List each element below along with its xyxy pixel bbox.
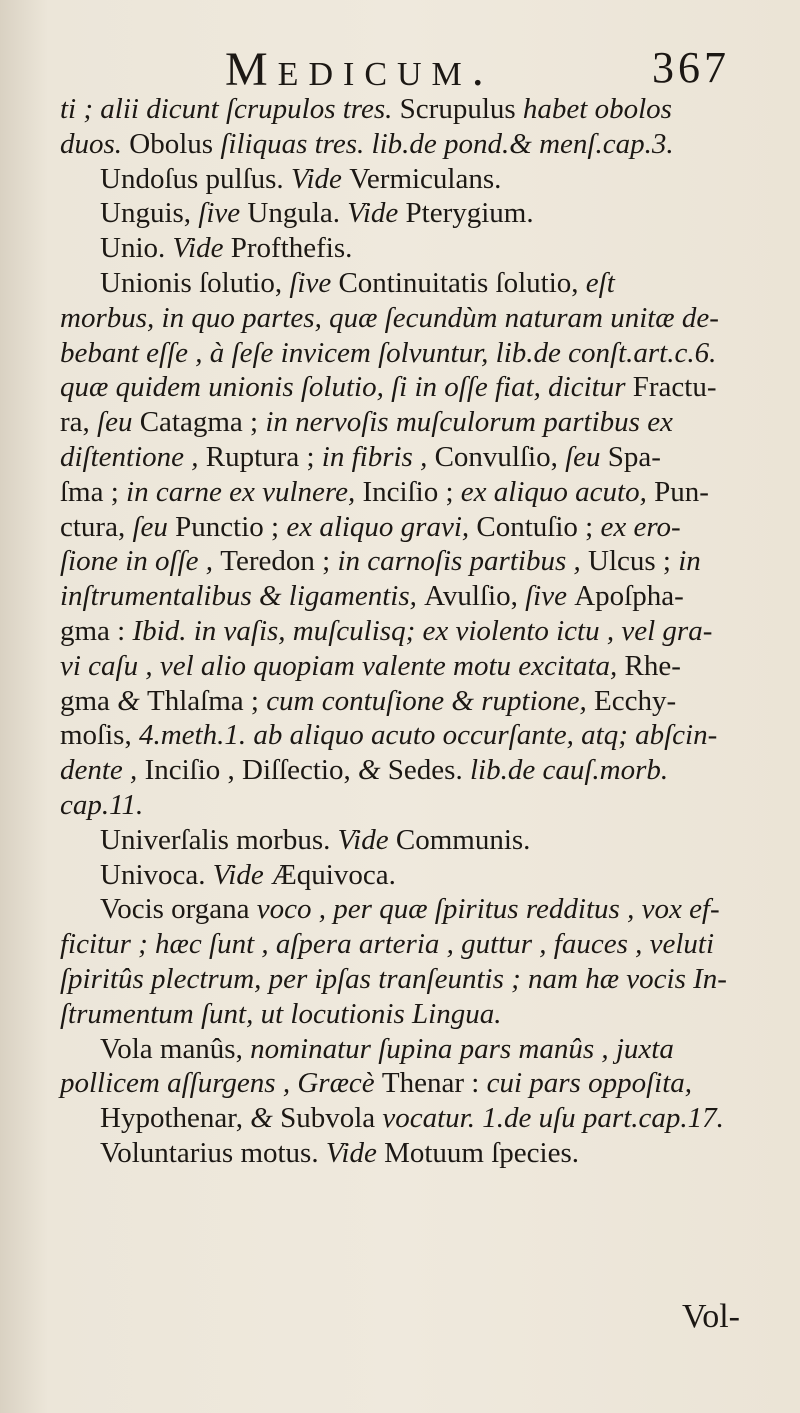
italic-text: in carne ex vulnere, xyxy=(126,475,363,508)
text-line xyxy=(60,1101,780,1136)
italic-text: morbus, in quo partes, quæ ſecundùm naturam unitæ de- xyxy=(60,301,719,334)
roman-text: Communis. xyxy=(395,823,531,856)
text-line xyxy=(60,92,780,127)
text-line xyxy=(60,336,780,371)
text-line xyxy=(60,1136,780,1171)
roman-text: Catagma ; xyxy=(139,406,266,439)
italic-text: ſive xyxy=(525,580,575,613)
roman-text: Pterygium. xyxy=(405,197,534,230)
roman-text: Undoſus pulſus. xyxy=(100,162,291,195)
text-line xyxy=(60,266,780,301)
text-line xyxy=(60,440,780,475)
text-line xyxy=(60,892,780,927)
text-line xyxy=(60,962,780,997)
roman-text: Ecchy- xyxy=(594,684,677,717)
italic-text: Vide xyxy=(325,1136,385,1169)
roman-text: Obolus xyxy=(129,127,221,160)
roman-text: Sedes. xyxy=(387,754,470,787)
italic-text: duos. xyxy=(60,127,130,160)
text-line xyxy=(60,927,780,962)
running-head: Medicum. xyxy=(225,43,494,96)
text-line xyxy=(60,475,780,510)
italic-text: in xyxy=(678,545,701,578)
italic-text: vocatur. 1.de uſu part.cap.17. xyxy=(382,1102,724,1135)
italic-text: ſpiritûs plectrum, per ipſas tranſeuntis ; nam hæ vocis In- xyxy=(60,962,727,995)
text-line xyxy=(60,405,780,440)
italic-text: ſeu xyxy=(132,510,176,543)
roman-text: Æquivoca. xyxy=(271,858,396,891)
roman-text: Pun- xyxy=(654,475,709,508)
italic-text: 4.meth.1. ab aliquo acuto occurſante, atq; abſcin- xyxy=(138,719,718,752)
roman-text: gma xyxy=(60,684,118,717)
roman-text: Unguis, xyxy=(100,197,199,230)
italic-text: voco , per quæ ſpiritus redditus , vox ef- xyxy=(256,893,720,926)
roman-text: Voluntarius motus. xyxy=(100,1136,326,1169)
roman-text: Ungula. xyxy=(247,197,348,230)
italic-text: inſtrumentalibus & ligamentis, xyxy=(60,580,425,613)
italic-text: & xyxy=(357,754,388,787)
italic-text: in nervoſis muſculorum partibus ex xyxy=(265,406,673,439)
italic-text: cum contuſione & ruptione, xyxy=(266,684,594,717)
italic-text: ex aliquo acuto, xyxy=(460,475,655,508)
roman-text: Unionis ſolutio, xyxy=(100,266,290,299)
text-line xyxy=(60,614,780,649)
page-number: 367 xyxy=(652,43,730,92)
roman-text: Fractu- xyxy=(632,371,717,404)
text-line xyxy=(60,823,780,858)
roman-text: moſis, xyxy=(60,719,139,752)
roman-text: ctura, xyxy=(60,510,133,543)
italic-text: vi caſu , vel alio quopiam valente motu excitata, xyxy=(60,649,625,682)
text-line xyxy=(60,370,780,405)
roman-text: Teredon ; xyxy=(220,545,338,578)
roman-text: Thlaſma ; xyxy=(147,684,267,717)
italic-text: Vide xyxy=(347,197,406,230)
roman-text: Spa- xyxy=(607,440,661,473)
page-header xyxy=(200,38,760,98)
italic-text: ſiliquas tres. lib.de pond.& menſ.cap.3. xyxy=(220,127,674,160)
roman-text: ra, xyxy=(60,406,98,439)
roman-text: Scrupulus xyxy=(399,93,523,125)
italic-text: ficitur ; hæc ſunt , aſpera arteria , guttur , fauces , veluti xyxy=(60,928,715,961)
text-line xyxy=(60,196,780,231)
text-line xyxy=(60,544,780,579)
italic-text: ex ero- xyxy=(600,510,681,543)
italic-text: & xyxy=(117,684,147,717)
italic-text: alii dicunt ſcrupulos tres. xyxy=(100,93,400,125)
italic-text: in fibris , xyxy=(321,440,435,473)
text-line xyxy=(60,127,780,162)
roman-text: Vola manûs, xyxy=(100,1032,251,1065)
italic-text: ſione in oſſe , xyxy=(60,545,221,578)
roman-text: Ruptura ; xyxy=(205,440,322,473)
italic-text: quæ quidem unionis ſolutio, ſi in oſſe fiat, dicitur xyxy=(60,371,633,404)
text-line xyxy=(60,1032,780,1067)
italic-text: nominatur ſupina pars manûs , juxta xyxy=(250,1032,674,1065)
text-line xyxy=(60,579,780,614)
italic-text: Vide xyxy=(337,823,396,856)
roman-text: Apoſpha- xyxy=(574,580,684,613)
italic-text: ſive xyxy=(198,197,248,230)
roman-text: Vermiculans. xyxy=(349,162,502,195)
roman-text: Profthefis. xyxy=(230,232,353,265)
text-line xyxy=(60,510,780,545)
roman-text: Rhe- xyxy=(624,649,681,682)
italic-text: Vide xyxy=(290,162,350,195)
roman-text: Contuſio ; xyxy=(476,510,601,543)
italic-text: ſeu xyxy=(97,406,140,439)
text-line xyxy=(60,788,780,823)
italic-text: ti ; xyxy=(60,93,101,125)
roman-text: Ulcus ; xyxy=(588,545,679,578)
text-line xyxy=(60,858,780,893)
italic-text: Vide xyxy=(212,858,271,891)
italic-text: bebant eſſe , à ſeſe invicem ſolvuntur, lib.de conſt.art.c.6. xyxy=(60,336,717,369)
dictionary-text xyxy=(60,92,780,1171)
roman-text: Inciſio ; xyxy=(362,475,461,508)
roman-text: Punctio ; xyxy=(175,510,287,543)
roman-text: Univoca. xyxy=(100,858,213,891)
italic-text: lib.de cauſ.morb. xyxy=(469,754,669,787)
text-line xyxy=(60,301,780,336)
roman-text: Thenar : xyxy=(381,1067,487,1100)
italic-text: cui pars oppoſita, xyxy=(486,1067,692,1100)
text-line xyxy=(60,753,780,788)
text-line xyxy=(60,718,780,753)
catchword: Vol- xyxy=(682,1298,740,1335)
italic-text: in carnoſis partibus , xyxy=(337,545,588,578)
italic-text: eſt xyxy=(585,266,615,299)
roman-text: Convulſio, xyxy=(434,440,566,473)
text-line xyxy=(60,997,780,1032)
roman-text: Avulſio, xyxy=(424,580,526,613)
italic-text: Vide xyxy=(172,232,231,265)
roman-text: Hypothenar, xyxy=(100,1102,251,1135)
roman-text: Vocis organa xyxy=(100,893,257,926)
italic-text: Ibid. in vaſis, muſculisq; ex violento ictu , vel gra- xyxy=(132,614,713,647)
italic-text: pollicem aſſurgens , Græcè xyxy=(60,1067,382,1100)
roman-text: Inciſio , Diſſectio, xyxy=(144,754,358,787)
italic-text: cap.11. xyxy=(60,788,144,821)
text-line xyxy=(60,162,780,197)
italic-text: & xyxy=(250,1102,281,1135)
italic-text: ſtrumentum ſunt, ut locutionis Lingua. xyxy=(60,997,502,1030)
roman-text: Subvola xyxy=(280,1102,383,1135)
italic-text: diſtentione , xyxy=(60,440,206,473)
italic-text: dente , xyxy=(60,754,145,787)
italic-text: ſeu xyxy=(565,440,608,473)
italic-text: ſive xyxy=(289,266,339,299)
text-line xyxy=(60,649,780,684)
roman-text: Univerſalis morbus. xyxy=(100,823,338,856)
roman-text: gma : xyxy=(60,614,133,647)
roman-text: ſma ; xyxy=(60,475,127,508)
roman-text: Unio. xyxy=(100,232,173,265)
italic-text: ex aliquo gravi, xyxy=(286,510,477,543)
roman-text: Motuum ſpecies. xyxy=(384,1136,580,1169)
roman-text: Continuitatis ſolutio, xyxy=(338,266,586,299)
italic-text: habet obolos xyxy=(522,93,672,125)
text-line xyxy=(60,1066,780,1101)
text-line xyxy=(60,231,780,266)
text-line xyxy=(60,684,780,719)
